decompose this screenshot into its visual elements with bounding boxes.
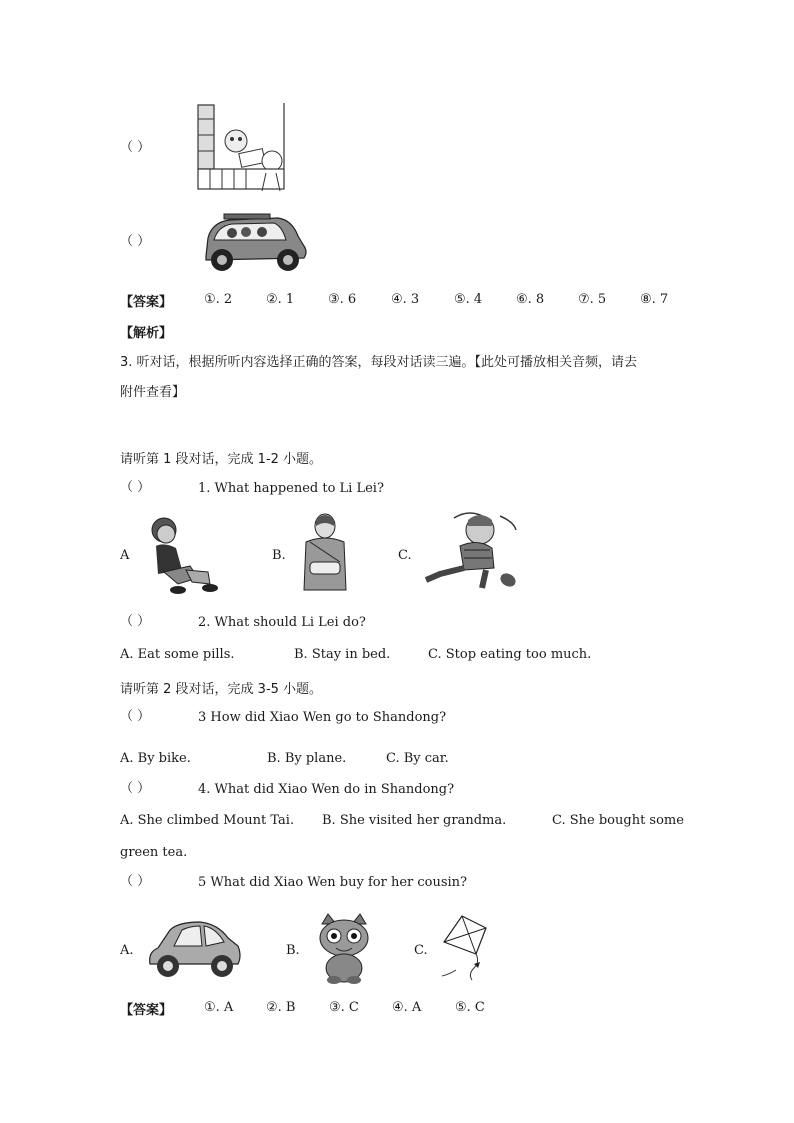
answer-item: ⑤. C: [455, 1000, 485, 1015]
answer-item: ⑦. 5: [578, 292, 607, 307]
question-text: 5 What did Xiao Wen buy for her cousin?: [198, 875, 468, 890]
answer-label: 【答案】: [120, 295, 173, 310]
answer-item: ⑤. 4: [454, 292, 483, 307]
option-label: C.: [398, 548, 412, 563]
instruction-line: 3. 听对话，根据所听内容选择正确的答案，每段对话读三遍。【此处可播放相关音频，请去: [120, 355, 638, 370]
answer-item: ⑧. 7: [640, 292, 669, 307]
option-text: B. By plane.: [267, 751, 347, 766]
section-instruction: [120, 354, 637, 402]
dialogue-intro: 请听第 2 段对话，完成 3-5 小题。: [120, 682, 323, 697]
analysis-label: 【解析】: [120, 326, 173, 341]
answer-item: ②. 1: [266, 292, 295, 307]
option-text: B. Stay in bed.: [294, 647, 391, 662]
answer-bracket: （ ）: [120, 709, 151, 724]
option-text-continued: green tea.: [120, 845, 188, 860]
balcony-picture: [196, 103, 292, 191]
option-label: B.: [272, 548, 286, 563]
answer-item: ④. A: [392, 1000, 422, 1015]
option-text: A. She climbed Mount Tai.: [120, 813, 295, 828]
option-text: C. Stop eating too much.: [428, 647, 592, 662]
answer-bracket: （ ）: [120, 480, 151, 495]
answer-item: ④. 3: [391, 292, 420, 307]
option-text: B. She visited her grandma.: [322, 813, 507, 828]
dialogue-intro: 请听第 1 段对话，完成 1-2 小题。: [120, 452, 323, 467]
toy-cat-picture: [314, 914, 374, 984]
boy-headache-picture: [420, 508, 520, 594]
answer-bracket: （ ）: [120, 874, 151, 889]
kite-picture: [436, 914, 492, 982]
option-label: A.: [120, 943, 134, 958]
boy-hurt-leg-picture: [138, 514, 222, 596]
woman-arm-sling-picture: [300, 512, 350, 592]
option-label: B.: [286, 943, 300, 958]
answer-bracket: （ ）: [120, 234, 151, 249]
answer-label: 【答案】: [120, 1003, 173, 1018]
toy-car-picture: [144, 916, 244, 980]
question-text: 2. What should Li Lei do?: [198, 615, 366, 630]
answer-item: ①. 2: [204, 292, 233, 307]
option-label: C.: [414, 943, 428, 958]
answer-bracket: （ ）: [120, 614, 151, 629]
answer-bracket: （ ）: [120, 781, 151, 796]
answer-item: ③. 6: [328, 292, 357, 307]
answer-item: ②. B: [266, 1000, 296, 1015]
option-text: A. Eat some pills.: [120, 647, 235, 662]
option-text: C. She bought some: [552, 813, 684, 828]
question-text: 4. What did Xiao Wen do in Shandong?: [198, 782, 455, 797]
option-label: A: [120, 548, 130, 563]
family-car-picture: [200, 212, 310, 274]
option-text: C. By car.: [386, 751, 449, 766]
answer-item: ⑥. 8: [516, 292, 545, 307]
answer-item: ③. C: [329, 1000, 359, 1015]
answer-bracket: （ ）: [120, 140, 151, 155]
answer-item: ①. A: [204, 1000, 234, 1015]
instruction-line: 附件查看】: [120, 385, 186, 400]
question-text: 1. What happened to Li Lei?: [198, 481, 384, 496]
question-text: 3 How did Xiao Wen go to Shandong?: [198, 710, 447, 725]
option-text: A. By bike.: [120, 751, 191, 766]
